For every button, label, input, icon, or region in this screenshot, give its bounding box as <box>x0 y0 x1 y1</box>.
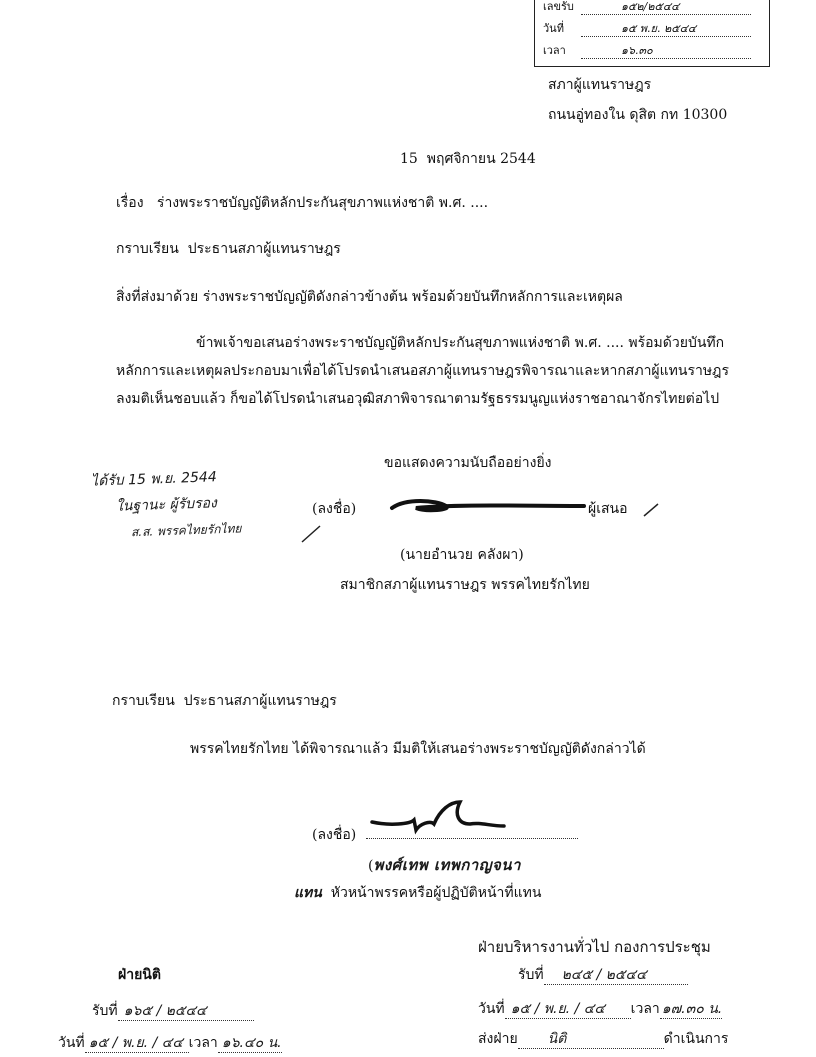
body-line-2: หลักการและเหตุผลประกอบมาเพื่อได้โปรดนำเสนอสภาผู้แทนราษฎรพิจารณาและหากสภาผู้แทนราษฎร <box>116 363 729 379</box>
admin-received-value: ๒๔๕ / ๒๕๔๔ <box>544 966 688 985</box>
section2-sign-label: (ลงชื่อ) <box>312 827 357 843</box>
signer-prefix: แทน <box>294 885 322 901</box>
legal-time-label: เวลา <box>188 1035 218 1051</box>
proposer-name: (นายอำนวย คลังผา) <box>400 547 524 563</box>
enclosure-label: สิ่งที่ส่งมาด้วย <box>116 289 199 305</box>
stamp-row-date <box>543 22 763 37</box>
letterhead-org: สภาผู้แทนราษฎร <box>548 77 652 93</box>
date-month-year: พฤศจิกายน 2544 <box>426 151 536 167</box>
legal-received-label: รับที่ <box>92 1003 118 1019</box>
stamp-value: ๑๕๒/๒๕๔๔ <box>581 0 751 15</box>
stamp-row-number <box>543 0 763 15</box>
legal-dept-received <box>92 1002 254 1021</box>
proposer-position: สมาชิกสภาผู้แทนราษฎร พรรคไทยรักไทย <box>340 577 590 593</box>
salutation-line <box>116 240 341 258</box>
admin-time-value: ๑๗.๓๐ น. <box>661 1001 723 1017</box>
salutation-label: กราบเรียน <box>116 241 179 257</box>
admin-dept-date <box>478 1000 722 1019</box>
admin-received-label: รับที่ <box>518 967 544 983</box>
stamp-value: ๑๖.๓๐ <box>581 44 751 59</box>
section2-body: พรรคไทยรักไทย ได้พิจารณาแล้ว มีมติให้เสนอร่างพระราชบัญญัติดังกล่าวได้ <box>190 741 646 757</box>
signer-role: หัวหน้าพรรคหรือผู้ปฏิบัติหน้าที่แทน <box>330 885 542 901</box>
proposer-role: ผู้เสนอ <box>588 501 628 517</box>
admin-date-label: วันที่ <box>478 1001 505 1017</box>
proposer-signature <box>386 494 586 518</box>
stamp-label: เลขรับ <box>543 0 574 13</box>
legal-time-value: ๑๖.๔๐ น. <box>218 1034 282 1053</box>
letter-date <box>400 150 536 168</box>
legal-date-value: ๑๕ / พ.ย. / ๔๔ <box>85 1034 189 1053</box>
body-line-1: ข้าพเจ้าขอเสนอร่างพระราชบัญญัติหลักประกันสุขภาพแห่งชาติ พ.ศ. .... พร้อมด้วยบันทึก <box>196 335 725 351</box>
legal-dept-date <box>58 1034 282 1053</box>
admin-dept-title: ฝ่ายบริหารงานทั่วไป กองการประชุม <box>478 938 711 956</box>
enclosure-text: ร่างพระราชบัญญัติดังกล่าวข้างต้น พร้อมด้วยบันทึกหลักการและเหตุผล <box>202 289 623 305</box>
check-mark-icon <box>642 502 660 518</box>
letterhead-address: ถนนอู่ทองใน ดุสิต กท 10300 <box>548 107 728 123</box>
stamp-value: ๑๕ พ.ย. ๒๕๔๔ <box>581 22 751 37</box>
proposer-sign-label: (ลงชื่อ) <box>312 501 357 517</box>
margin-note <box>91 463 242 546</box>
body-line-3: ลงมติเห็นชอบแล้ว ก็ขอได้โปรดนำเสนอวุฒิสภาพิจารณาตามรัฐธรรมนูญแห่งราชอาณาจักรไทยต่อไป <box>116 391 720 407</box>
admin-send-label: ส่งฝ่าย <box>478 1031 518 1047</box>
salutation-text: ประธานสภาผู้แทนราษฎร <box>187 241 341 257</box>
receipt-stamp <box>534 0 770 67</box>
admin-time-label: เวลา <box>630 1001 660 1017</box>
margin-note-line: ส.ส. พรรคไทยรักไทย <box>130 521 242 540</box>
enclosure-line <box>116 288 623 306</box>
party-leader-signature <box>370 800 510 840</box>
subject-line <box>116 194 488 212</box>
admin-dept-received <box>518 966 688 985</box>
subject-label: เรื่อง <box>116 195 144 211</box>
admin-date-value: ๑๕ / พ.ย. / ๔๔ <box>505 1000 631 1019</box>
admin-send-value: นิติ <box>518 1030 664 1049</box>
signer-name-line: (พงศ์เทพ เทพกาญจนา <box>368 856 521 874</box>
closing-text: ขอแสดงความนับถืออย่างยิ่ง <box>384 455 552 471</box>
stamp-row-time <box>543 44 763 59</box>
subject-text: ร่างพระราชบัญญัติหลักประกันสุขภาพแห่งชาติ พ.ศ. .... <box>156 195 489 211</box>
legal-date-label: วันที่ <box>58 1035 85 1051</box>
check-mark-icon <box>300 522 322 544</box>
date-day: 15 <box>400 151 418 167</box>
admin-dept-send <box>478 1030 728 1049</box>
legal-received-value: ๑๖๕ / ๒๕๔๔ <box>118 1002 254 1021</box>
section2-salutation-text: ประธานสภาผู้แทนราษฎร <box>183 693 337 709</box>
margin-note-line: ในฐานะ ผู้รับรอง <box>115 495 218 515</box>
admin-action-label: ดำเนินการ <box>663 1031 729 1047</box>
section2-salutation <box>112 692 337 710</box>
margin-note-line: ได้รับ 15 พ.ย. 2544 <box>90 469 218 490</box>
signer-name: พงศ์เทพ เทพกาญจนา <box>373 856 521 874</box>
signer-role-line <box>294 884 541 902</box>
stamp-label: วันที่ <box>543 22 564 35</box>
stamp-label: เวลา <box>543 44 566 57</box>
section2-salutation-label: กราบเรียน <box>112 693 175 709</box>
legal-dept-title: ฝ่ายนิติ <box>118 967 161 983</box>
